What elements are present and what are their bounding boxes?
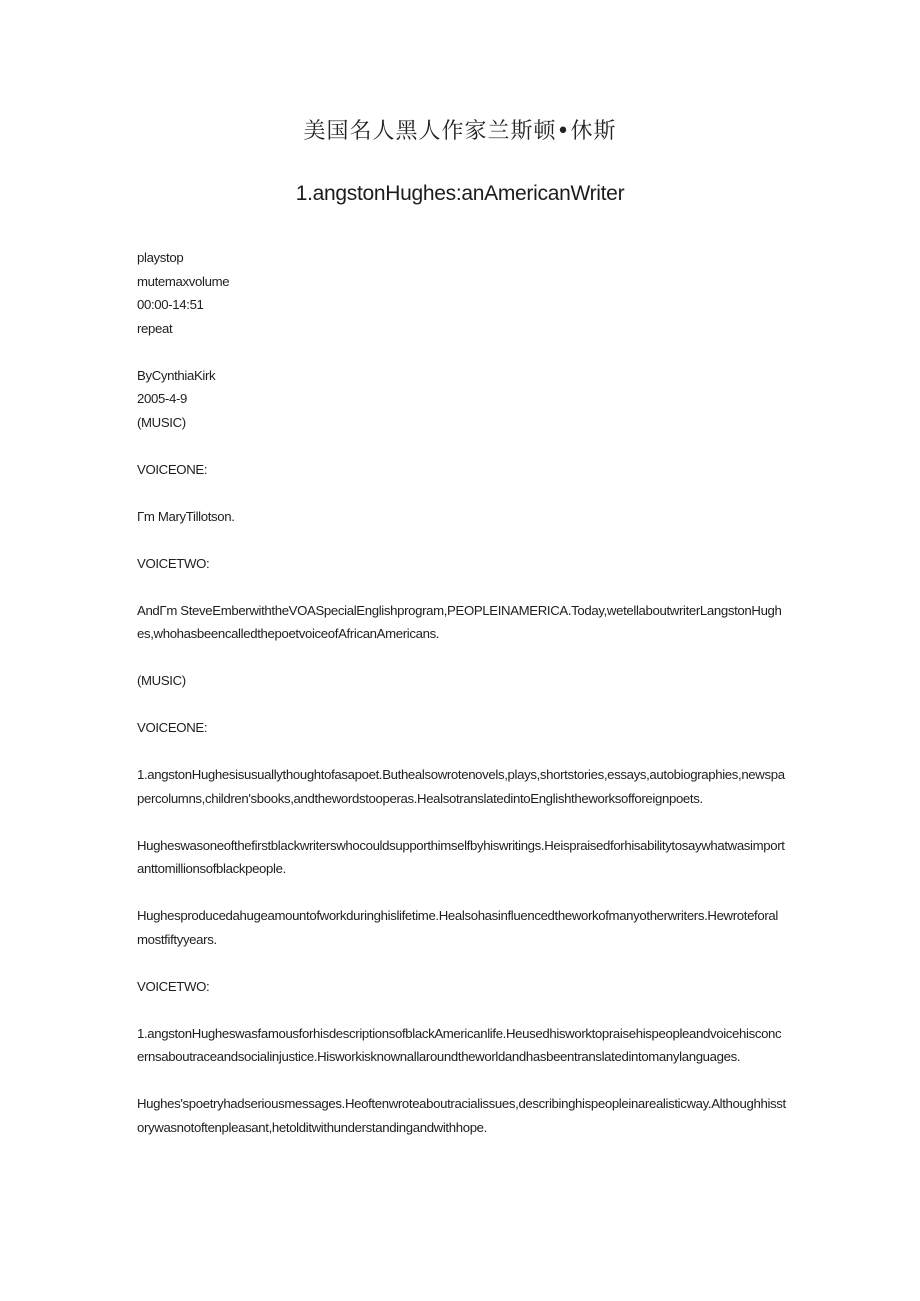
speaker-label: VOICETWO: [137,555,210,571]
page-title-chinese: 美国名人黑人作家兰斯顿•休斯 [303,119,617,144]
player-volume-text: mutemaxvolume [137,273,230,289]
music-cue: (MUSIC) [137,414,186,430]
spacer [137,575,787,599]
spacer [137,528,787,552]
player-repeat-text: repeat [137,320,173,336]
player-play-stop-text: playstop [137,250,184,265]
paragraph: AndΓm SteveEmberwiththeVOASpecialEnglishprogram,PEOPLEINAMERICA.Today,wetellaboutwriterLangstonHughes,whohasbeencalledthepoetvoiceofAfricanAmericans. [137,602,782,641]
spacer [137,810,787,834]
publish-date: 2005-4-9 [137,391,187,406]
article-body [137,246,787,1139]
paragraph: Hughes'spoetryhadseriousmessages.Heoftenwroteaboutracialissues,describinghispeopleinarealisticway.Althoughhisstorywasnotoftenpleasant,hetolditwithunderstandingandwithhope. [137,1096,786,1135]
page-title-english: 1.angstonHughes:anAmericanWriter [295,182,625,205]
spacer [137,646,787,670]
spacer [137,693,787,717]
spacer [137,340,787,364]
spacer [137,481,787,505]
player-time-text: 00:00-14:51 [137,297,204,312]
speaker-label: VOICETWO: [137,978,210,994]
music-cue: (MUSIC) [137,673,186,688]
spacer [137,998,787,1022]
spacer [137,434,787,458]
paragraph: Hughesproducedahugeamountofworkduringhislifetime.Healsohasinfluencedtheworkofmanyotherwriters.Hewroteforalmostfiftyyears. [137,908,778,947]
speaker-label: VOICEONE: [137,461,208,477]
dialogue-line: Γm MaryTillotson. [137,508,235,524]
paragraph: 1.angstonHugheswasfamousforhisdescriptionsofblackAmericanlife.Heusedhisworktopraisehispeopleandvoicehisconcernsaboutraceandsocialinjustice.Hisworkisknownallaroundtheworldandhasbeentranslatedintomanylanguages. [137,1025,782,1064]
spacer [137,951,787,975]
byline: ByCynthiaKirk [137,367,216,383]
speaker-label: VOICEONE: [137,720,208,735]
spacer [137,740,787,764]
spacer [137,1069,787,1093]
paragraph: 1.angstonHughesisusuallythoughtofasapoet.Buthealsowrotenovels,plays,shortstories,essays,autobiographies,newspapercolumns,children'sbooks,andthewordstooperas.HealsotranslatedintoEnglishtheworksofforeignpoets. [137,767,785,806]
spacer [137,881,787,905]
paragraph: Hugheswasoneofthefirstblackwriterswhocouldsupporthimselfbyhiswritings.Heispraisedforhisabilitytosaywhatwasimportanttomillionsofblackpeople. [137,837,785,876]
